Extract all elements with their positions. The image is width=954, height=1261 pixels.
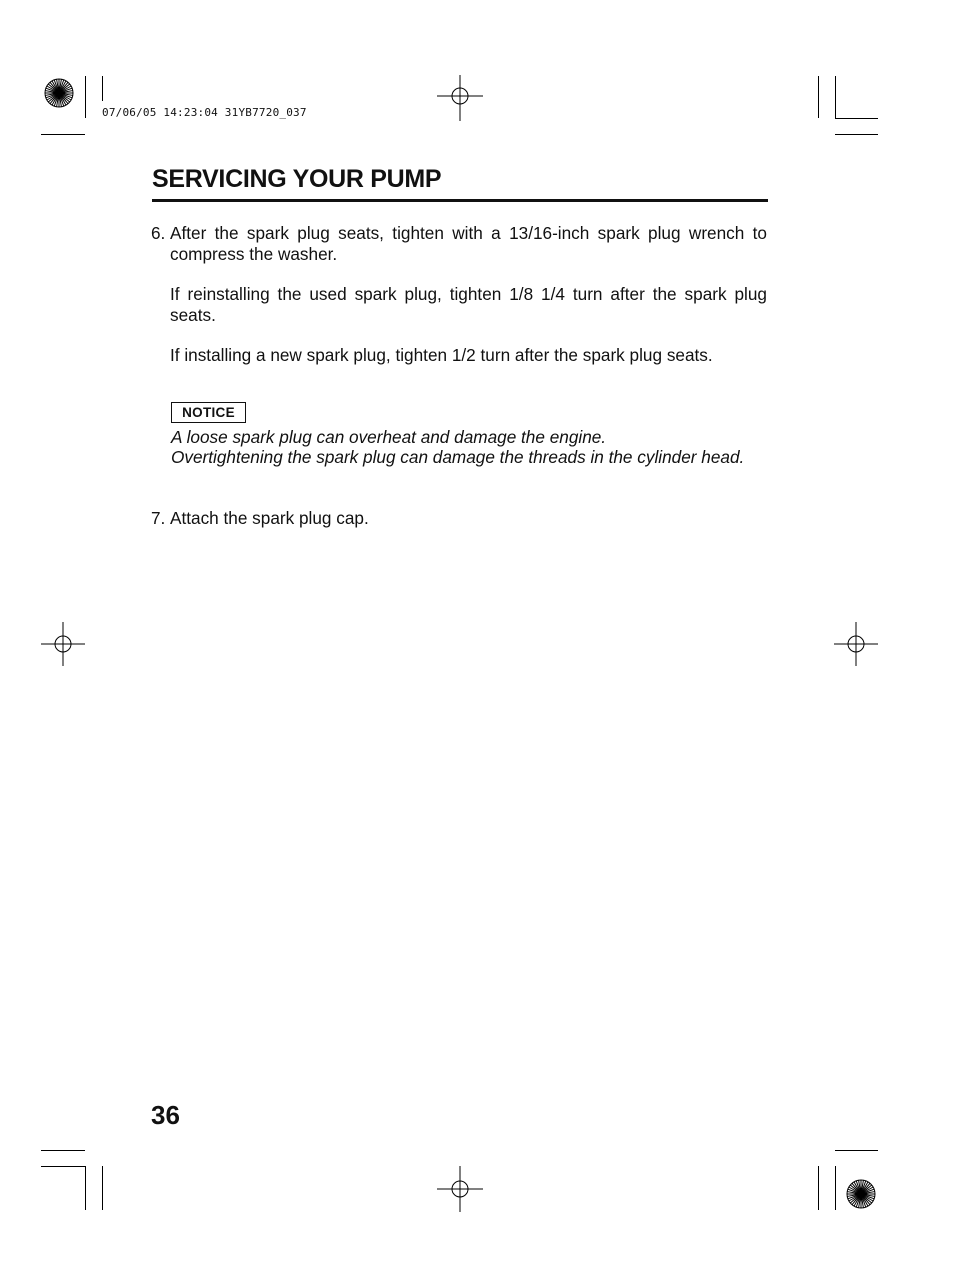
title-rule bbox=[152, 199, 768, 202]
crop-mark bbox=[102, 1166, 103, 1210]
crop-mark bbox=[818, 76, 819, 118]
registration-crosshair-right bbox=[834, 622, 878, 666]
registration-crosshair-bottom bbox=[437, 1166, 483, 1212]
crop-mark bbox=[835, 1150, 878, 1151]
notice-label: NOTICE bbox=[171, 402, 246, 423]
notice-text-2: Overtightening the spark plug can damage the threads in the cylinder head. bbox=[171, 447, 745, 467]
crop-mark bbox=[102, 76, 103, 101]
step-6-text-1: After the spark plug seats, tighten with a 13/16-inch spark plug wrench to compress the washer. bbox=[170, 223, 767, 264]
page-number: 36 bbox=[151, 1100, 180, 1130]
crop-mark bbox=[835, 76, 836, 118]
notice-text-1: A loose spark plug can overheat and damage the engine. bbox=[171, 427, 607, 447]
crop-mark bbox=[41, 134, 85, 135]
page-title: SERVICING YOUR PUMP bbox=[152, 165, 442, 193]
print-slug: 07/06/05 14:23:04 31YB7720_037 bbox=[102, 106, 307, 119]
step-number: 7. bbox=[151, 508, 166, 528]
registration-crosshair-left bbox=[41, 622, 85, 666]
crop-mark bbox=[41, 1150, 85, 1151]
step-7-text: Attach the spark plug cap. bbox=[170, 508, 369, 528]
registration-starburst-top-left bbox=[43, 77, 75, 109]
crop-mark bbox=[835, 118, 878, 119]
registration-starburst-bottom-right bbox=[845, 1178, 877, 1210]
crop-mark bbox=[85, 1166, 86, 1210]
registration-crosshair-top bbox=[437, 75, 483, 121]
crop-mark bbox=[835, 1166, 836, 1210]
step-6-text-2: If reinstalling the used spark plug, tighten 1/8 1/4 turn after the spark plug seats. bbox=[170, 284, 767, 325]
crop-mark bbox=[41, 1166, 85, 1167]
step-6-text-3: If installing a new spark plug, tighten 1/2 turn after the spark plug seats. bbox=[170, 345, 713, 365]
crop-mark bbox=[835, 134, 878, 135]
step-number: 6. bbox=[151, 223, 166, 243]
crop-mark bbox=[85, 76, 86, 118]
crop-mark bbox=[818, 1166, 819, 1210]
